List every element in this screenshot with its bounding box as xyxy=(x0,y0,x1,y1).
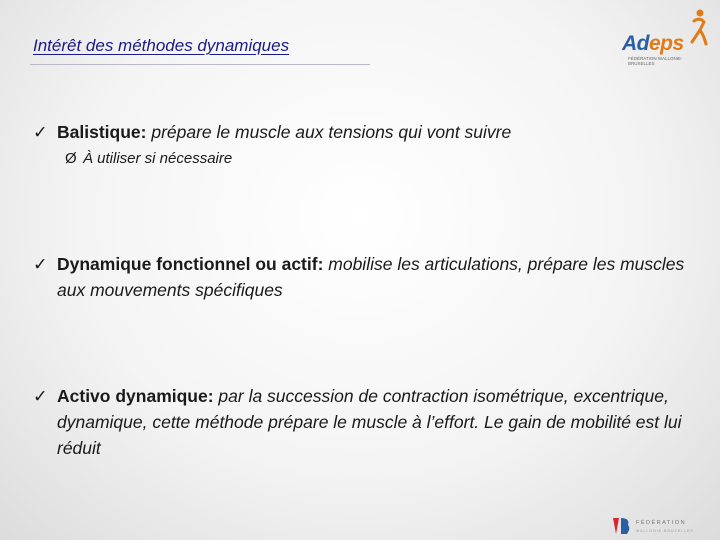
bullet-item-balistique xyxy=(33,119,703,145)
item-description: prépare le muscle aux tensions qui vont suivre xyxy=(146,122,512,142)
sub-bullet-item xyxy=(65,150,232,167)
item-description: par la succession de contraction isométrique, excentrique, dynamique, cette méthode prépare le muscle à l’effort. Le gain de mobilité est lui réduit xyxy=(57,386,682,458)
item-term: Activo dynamique: xyxy=(57,386,214,406)
slide-title: Intérêt des méthodes dynamiques xyxy=(33,36,290,55)
federation-logo-subtext: WALLONIE-BRUXELLES xyxy=(636,529,694,533)
federation-emblem-icon xyxy=(610,514,632,538)
adeps-logo-subtitle: FÉDÉRATION WALLONIE-BRUXELLES xyxy=(628,56,683,66)
check-icon: ✓ xyxy=(33,386,48,406)
federation-logo-text: FÉDÉRATION xyxy=(636,520,687,526)
federation-logo xyxy=(610,514,714,538)
item-term: Balistique: xyxy=(57,122,147,142)
check-icon: ✓ xyxy=(33,122,48,142)
arrow-bullet-icon: Ø xyxy=(65,150,77,167)
title-divider xyxy=(30,64,370,65)
bullet-item-activo xyxy=(33,383,703,461)
item-term: Dynamique fonctionnel ou actif: xyxy=(57,254,324,274)
athlete-figure-icon xyxy=(688,8,710,48)
bullet-item-dynamique xyxy=(33,251,703,303)
adeps-logo-text: Adeps xyxy=(622,32,684,55)
check-icon: ✓ xyxy=(33,254,48,274)
adeps-logo xyxy=(622,8,708,70)
item-description: mobilise les articulations, prépare les muscles aux mouvements spécifiques xyxy=(57,254,685,300)
sub-item-text: À utiliser si nécessaire xyxy=(83,150,233,167)
